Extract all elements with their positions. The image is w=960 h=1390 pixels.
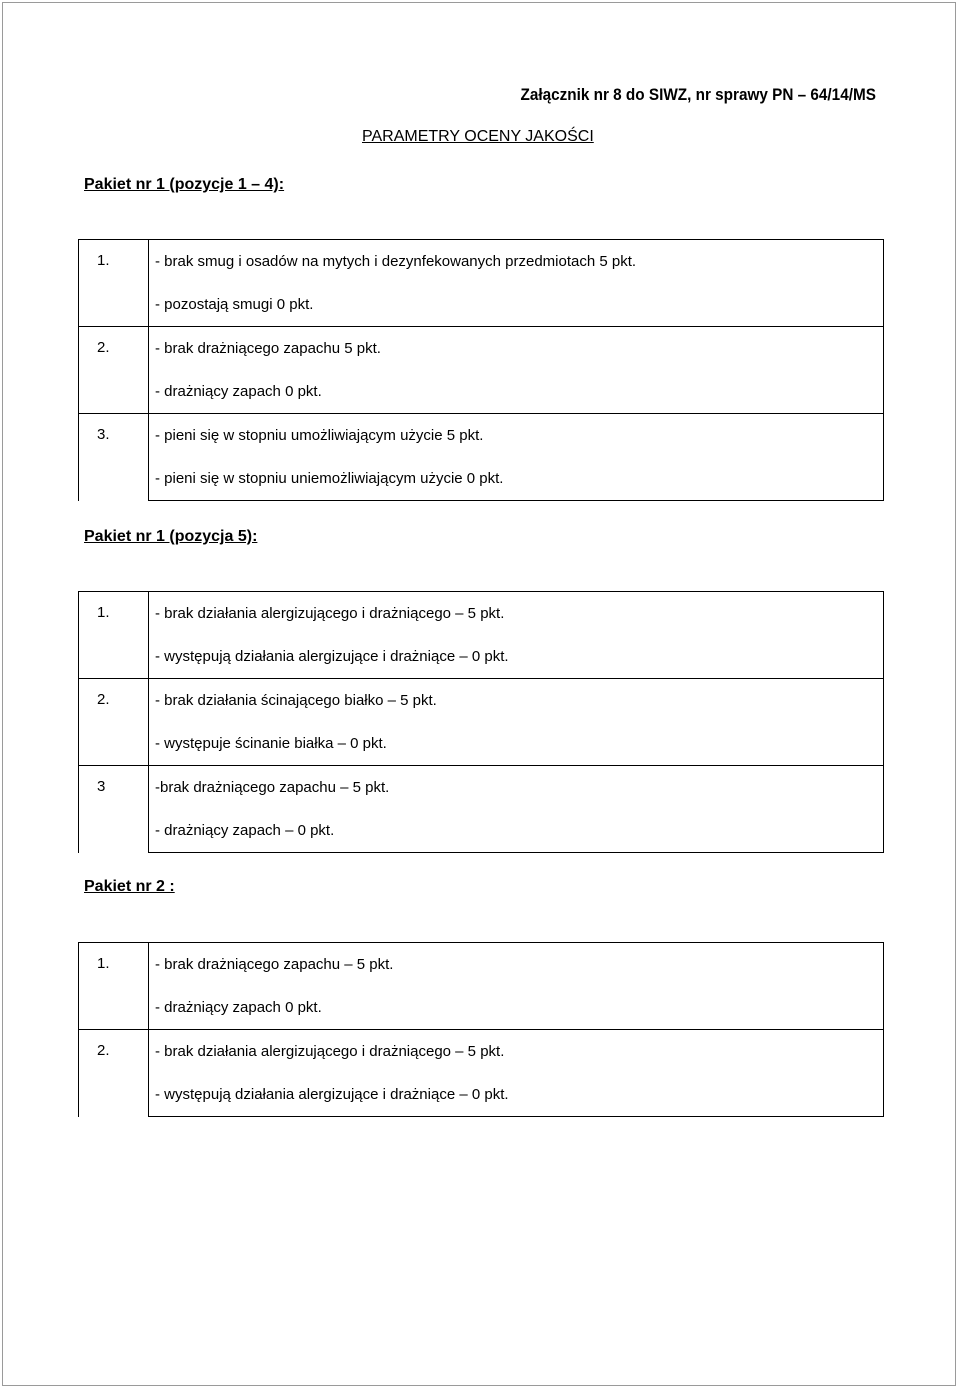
section-title: PARAMETRY OCENY JAKOŚCI — [362, 128, 594, 145]
criterion-number: 1. — [79, 240, 149, 327]
table-row — [79, 722, 884, 766]
criterion-line: - drażniący zapach 0 pkt. — [149, 986, 884, 1030]
table-row — [79, 327, 884, 371]
criterion-line: - brak drażniącego zapachu – 5 pkt. — [149, 943, 884, 987]
criteria-table — [78, 942, 884, 1117]
attachment-header: Załącznik nr 8 do SIWZ, nr sprawy PN – 64/14/MS — [520, 85, 876, 104]
criterion-number: 3 — [79, 766, 149, 853]
criterion-line: - występują działania alergizujące i drażniące – 0 pkt. — [149, 635, 884, 679]
criterion-line: - pieni się w stopniu umożliwiającym użycie 5 pkt. — [149, 414, 884, 458]
package-heading: Pakiet nr 1 (pozycja 5): — [84, 528, 258, 545]
criteria-table — [78, 591, 884, 853]
table-row — [79, 370, 884, 414]
criterion-line: - występują działania alergizujące i drażniące – 0 pkt. — [149, 1073, 884, 1117]
criterion-number: 2. — [79, 1030, 149, 1117]
criterion-line: - brak drażniącego zapachu 5 pkt. — [149, 327, 884, 371]
table-row — [79, 1030, 884, 1074]
table-row — [79, 986, 884, 1030]
criteria-table — [78, 239, 884, 501]
criterion-number: 1. — [79, 943, 149, 1030]
table-row — [79, 457, 884, 501]
criterion-number: 2. — [79, 327, 149, 414]
criterion-number: 3. — [79, 414, 149, 501]
criterion-line: - drażniący zapach 0 pkt. — [149, 370, 884, 414]
package-heading: Pakiet nr 2 : — [84, 878, 175, 895]
table-row — [79, 240, 884, 284]
criterion-line: - brak działania alergizującego i drażniącego – 5 pkt. — [149, 592, 884, 636]
criterion-line: -brak drażniącego zapachu – 5 pkt. — [149, 766, 884, 810]
table-row — [79, 592, 884, 636]
table-row — [79, 283, 884, 327]
criterion-line: - drażniący zapach – 0 pkt. — [149, 809, 884, 853]
package-heading: Pakiet nr 1 (pozycje 1 – 4): — [84, 176, 285, 193]
criterion-number: 1. — [79, 592, 149, 679]
table-row — [79, 943, 884, 987]
criterion-line: - pieni się w stopniu uniemożliwiającym użycie 0 pkt. — [149, 457, 884, 501]
table-row — [79, 635, 884, 679]
table-row — [79, 414, 884, 458]
table-row — [79, 766, 884, 810]
table-row — [79, 679, 884, 723]
criterion-line: - brak smug i osadów na mytych i dezynfekowanych przedmiotach 5 pkt. — [149, 240, 884, 284]
criterion-line: - brak działania alergizującego i drażniącego – 5 pkt. — [149, 1030, 884, 1074]
criterion-line: - występuje ścinanie białka – 0 pkt. — [149, 722, 884, 766]
table-row — [79, 1073, 884, 1117]
criterion-line: - brak działania ścinającego białko – 5 pkt. — [149, 679, 884, 723]
criterion-number: 2. — [79, 679, 149, 766]
criterion-line: - pozostają smugi 0 pkt. — [149, 283, 884, 327]
table-row — [79, 809, 884, 853]
